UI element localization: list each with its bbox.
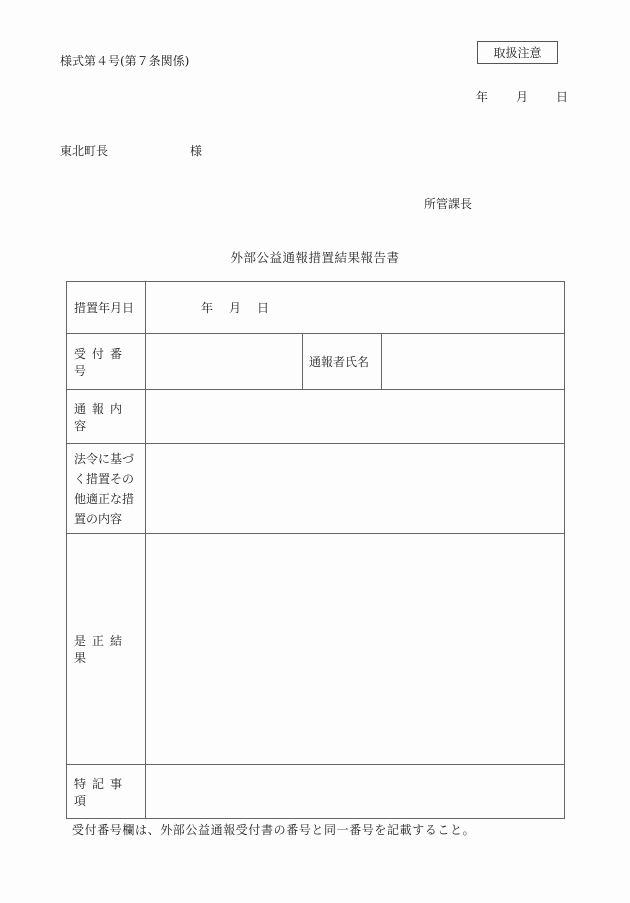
label-report-content: 通報内容	[67, 390, 146, 444]
table-row-remarks	[67, 765, 565, 819]
page-title: 外部公益通報措置結果報告書	[230, 250, 400, 265]
year-label: 年	[201, 301, 214, 315]
header-date	[476, 88, 568, 105]
label-line: く措置その	[74, 471, 135, 486]
label-special-remarks: 特記事項	[67, 765, 146, 819]
reporter-name-field[interactable]	[382, 334, 565, 390]
month-label: 月	[516, 90, 529, 104]
label-line: 法令に基づ	[74, 451, 135, 466]
table-row-content	[67, 390, 565, 444]
measure-date-field[interactable]	[146, 282, 565, 334]
receipt-number-field[interactable]	[146, 334, 303, 390]
label-measure-date: 措置年月日	[67, 282, 146, 334]
day-label: 日	[556, 90, 569, 104]
addressee: 東北町長	[60, 144, 109, 158]
report-content-field[interactable]	[146, 390, 565, 444]
label-measures	[67, 444, 146, 534]
sender: 所管課長	[424, 197, 473, 211]
measures-field[interactable]	[146, 444, 565, 534]
day-label: 日	[257, 301, 270, 315]
honorific: 様	[190, 144, 203, 158]
label-reporter-name: 通報者氏名	[303, 334, 382, 390]
label-correction-result: 是正結果	[67, 534, 146, 765]
handling-caution-box: 取扱注意	[477, 41, 558, 64]
report-table	[66, 281, 565, 819]
correction-result-field[interactable]	[146, 534, 565, 765]
table-row-measures	[67, 444, 565, 534]
special-remarks-field[interactable]	[146, 765, 565, 819]
table-row-result	[67, 534, 565, 765]
month-label: 月	[229, 301, 242, 315]
label-line: 他適正な措	[74, 491, 135, 506]
footnote: 受付番号欄は、外部公益通報受付書の番号と同一番号を記載すること。	[72, 823, 476, 837]
table-row-receipt	[67, 334, 565, 390]
table-row-date	[67, 282, 565, 334]
label-receipt-number: 受付番号	[67, 334, 146, 390]
year-label: 年	[476, 90, 489, 104]
label-line: 置の内容	[74, 511, 123, 526]
form-number: 様式第４号(第７条関係)	[60, 54, 190, 68]
